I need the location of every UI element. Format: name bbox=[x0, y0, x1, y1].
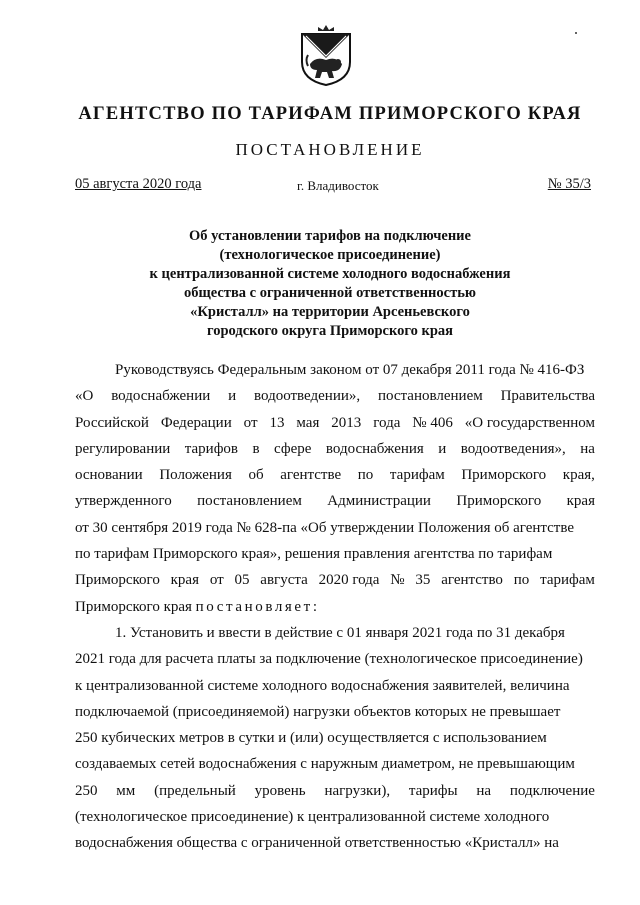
title-line: общества с ограниченной ответственностью bbox=[184, 285, 476, 301]
text-line: «О водоснабжении и водоотведении», постановлением Правительства bbox=[75, 388, 595, 405]
text-line: утвержденного постановлением Администрации Приморского края bbox=[75, 493, 595, 510]
document-type: ПОСТАНОВЛЕНИЕ bbox=[235, 140, 425, 159]
agency-name: АГЕНТСТВО ПО ТАРИФАМ ПРИМОРСКОГО КРАЯ bbox=[78, 104, 582, 124]
title-line: к централизованной системе холодного водоснабжения bbox=[149, 266, 511, 282]
text-line: 1. Установить и ввести в действие с 01 января 2021 года по 31 декабря bbox=[115, 624, 565, 641]
text-line: водоснабжения общества с ограниченной ответственностью «Кристалл» на bbox=[75, 835, 559, 852]
text-line: 2021 года для расчета платы за подключение (технологическое присоединение) bbox=[75, 651, 583, 668]
text-line: Руководствуясь Федеральным законом от 07 декабря 2011 года № 416-ФЗ bbox=[115, 362, 585, 378]
title-line: Об установлении тарифов на подключение bbox=[189, 228, 471, 244]
text-line: Российской Федерации от 13 мая 2013 года № 406 «О государственном bbox=[75, 414, 595, 431]
text-line: (технологическое присоединение) к централизованной системе холодного bbox=[75, 809, 550, 826]
text-line: Приморского края от 05 августа 2020 года № 35 агентство по тарифам bbox=[75, 572, 595, 589]
text-line: подключаемой (присоединяемой) нагрузки объектов которых не превышает bbox=[75, 703, 561, 720]
decision-word: постановляет: bbox=[195, 598, 320, 615]
text-line: 250 мм (предельный уровень нагрузки), тарифы на подключение bbox=[75, 782, 595, 799]
document-title bbox=[80, 227, 580, 341]
text-line: основании Положения об агентстве по тарифам Приморского края, bbox=[75, 467, 595, 484]
title-line: «Кристалл» на территории Арсеньевского bbox=[190, 304, 470, 320]
text-line: 250 кубических метров в сутки и (или) осуществляется с использованием bbox=[75, 730, 547, 747]
text-line: по тарифам Приморского края», решения правления агентства по тарифам bbox=[75, 546, 553, 563]
document-body bbox=[75, 357, 595, 857]
document-city: г. Владивосток bbox=[297, 178, 379, 193]
text-line: Приморского края постановляет: bbox=[75, 594, 595, 620]
coat-of-arms-primorsky-icon bbox=[296, 22, 356, 88]
text-line: регулировании тарифов в сфере водоснабжения и водоотведения», на bbox=[75, 440, 595, 457]
document-date: 05 августа 2020 года bbox=[75, 176, 202, 192]
text-line: от 30 сентября 2019 года № 628-па «Об утверждении Положения об агентстве bbox=[75, 519, 575, 536]
title-line: (технологическое присоединение) bbox=[219, 247, 441, 263]
title-line: городского округа Приморского края bbox=[207, 323, 453, 339]
text-line: к централизованной системе холодного водоснабжения заявителей, величина bbox=[75, 677, 570, 694]
scan-speck bbox=[575, 32, 577, 34]
document-number: № 35/3 bbox=[547, 176, 591, 192]
text-line: создаваемых сетей водоснабжения с наружным диаметром, не превышающим bbox=[75, 756, 575, 773]
